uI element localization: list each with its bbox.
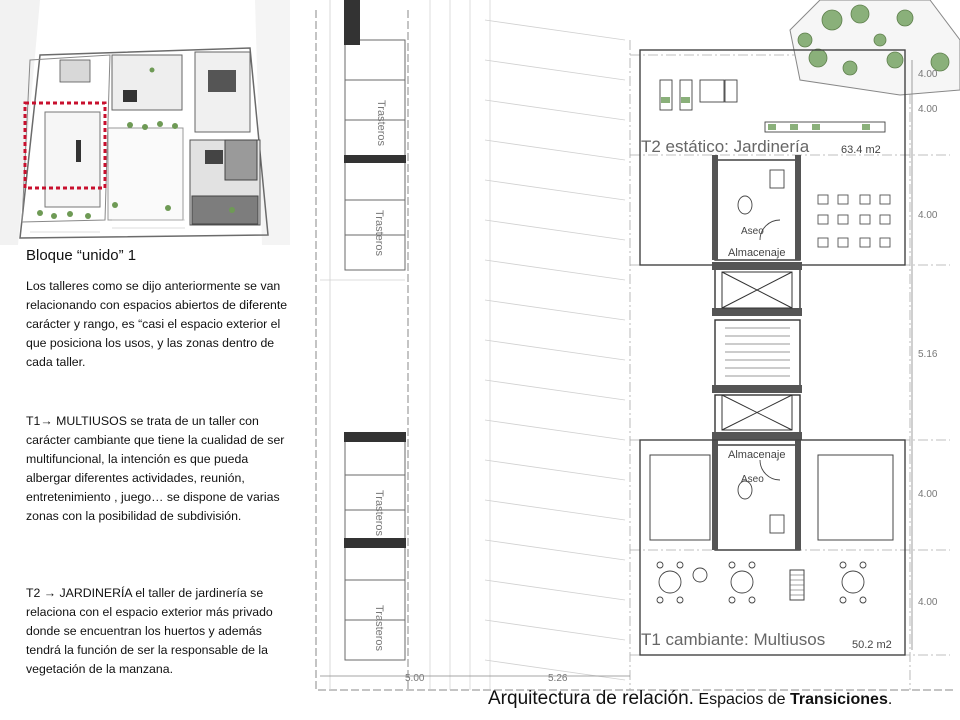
description-t2 — [26, 584, 288, 679]
t1-room-name: T1 cambiante: Multiusos — [641, 630, 826, 649]
t2-room-area: 63.4 m2 — [841, 144, 881, 156]
storage-label-4: Trasteros — [373, 605, 385, 652]
storage-room-label-top: Almacenaje — [728, 247, 786, 259]
t1-text: MULTIUSOS se trata de un taller con carácter cambiante que tiene la cualidad de ser multifuncional, la intención es que pueda albergar diferentes actividades, reunión, entretenimiento , juego… se dispone de varias zonas con la posibilidad de subdivisión. — [26, 414, 285, 523]
dim-label: 5.16 — [918, 349, 938, 360]
storage-room-label-bottom: Almacenaje — [728, 449, 786, 461]
dim-label: 4.00 — [918, 489, 938, 500]
toilet-label-bottom: Aseo — [741, 474, 764, 485]
site-plan-image — [0, 0, 290, 245]
caption-part-3: Transiciones — [790, 691, 888, 708]
toilet-label-top: Aseo — [741, 226, 764, 237]
dim-label: 4.00 — [918, 597, 938, 608]
description-t1 — [26, 412, 288, 526]
caption-part-2: Espacios de — [693, 691, 791, 708]
t1-code: T1 — [26, 414, 41, 428]
description-intro: Los talleres como se dijo anteriormente se van relacionando con espacios abiertos de diferente carácter y rango, es “casi el espacio exterior el que posiciona los usos, y las zonas dentro de cada taller. — [26, 279, 288, 369]
t2-text: JARDINERÍA el taller de jardinería se relaciona con el espacio exterior más privado donde se encuentran los huertos y además tendrá la función de ser la responsable de la vegetación de la manzana. — [26, 586, 273, 676]
dim-label: 5.00 — [405, 673, 425, 684]
slide-caption — [488, 688, 892, 710]
dim-label: 4.00 — [918, 210, 938, 221]
storage-label-1: Trasteros — [375, 100, 387, 147]
t2-code: T2 — [26, 586, 44, 600]
block-title: Bloque “unido” 1 — [26, 247, 137, 264]
dim-label: 5.26 — [548, 673, 568, 684]
caption-part-1: Arquitectura de relación. — [488, 688, 694, 709]
dim-label: 4.00 — [918, 104, 938, 115]
arrow-right-icon: → — [40, 414, 53, 428]
floor-plan-drawing — [290, 0, 960, 720]
caption-part-4: . — [887, 691, 893, 708]
dim-label: 4.00 — [918, 69, 938, 80]
storage-label-3: Trasteros — [373, 490, 385, 537]
t1-room-area: 50.2 m2 — [852, 639, 892, 651]
arrow-right-icon: → — [43, 586, 57, 600]
t2-room-name: T2 estático: Jardinería — [641, 137, 810, 156]
storage-label-2: Trasteros — [373, 210, 385, 257]
